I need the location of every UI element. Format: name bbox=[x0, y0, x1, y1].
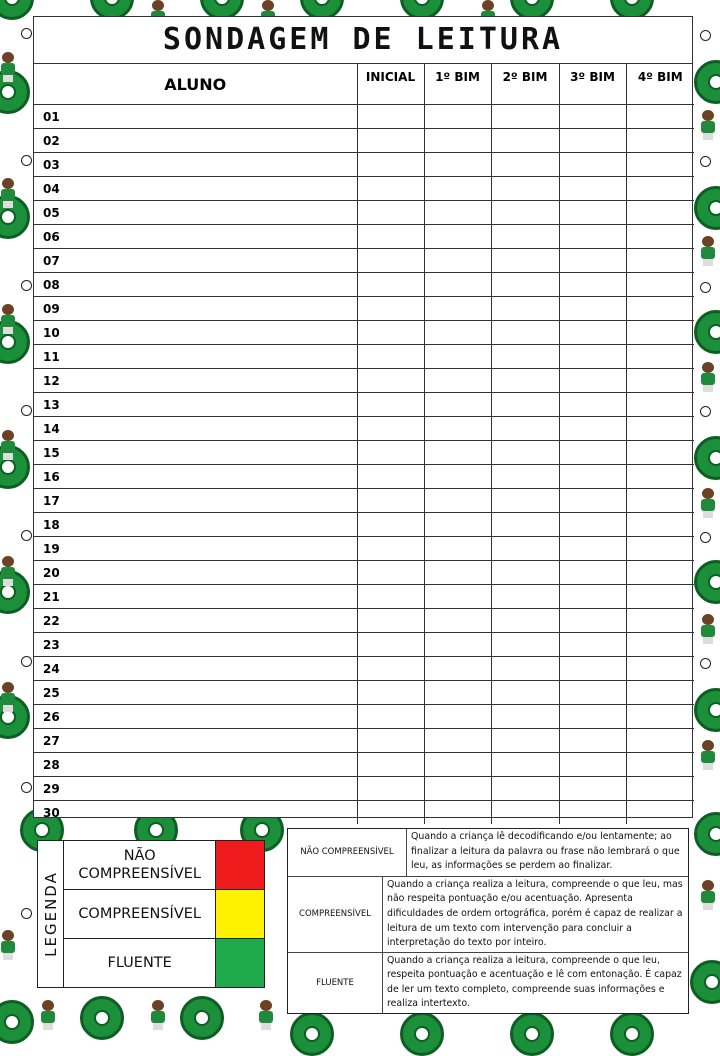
student-cell[interactable]: 02 bbox=[34, 129, 357, 153]
grade-cell[interactable] bbox=[626, 489, 694, 513]
grade-cell[interactable] bbox=[424, 729, 491, 753]
grade-cell[interactable] bbox=[424, 489, 491, 513]
grade-cell[interactable] bbox=[357, 585, 424, 609]
grade-cell[interactable] bbox=[491, 561, 559, 585]
grade-cell[interactable] bbox=[559, 417, 626, 441]
grade-cell[interactable] bbox=[491, 777, 559, 801]
grade-cell[interactable] bbox=[559, 201, 626, 225]
grade-cell[interactable] bbox=[424, 441, 491, 465]
table-row bbox=[34, 705, 694, 729]
player-figure-icon bbox=[0, 556, 16, 586]
table-row bbox=[34, 513, 694, 537]
grade-cell[interactable] bbox=[357, 225, 424, 249]
grade-cell[interactable] bbox=[626, 201, 694, 225]
grade-cell[interactable] bbox=[424, 801, 491, 825]
grade-cell[interactable] bbox=[559, 225, 626, 249]
grade-cell[interactable] bbox=[559, 153, 626, 177]
soccer-ball-icon bbox=[700, 282, 711, 293]
grade-cell[interactable] bbox=[626, 129, 694, 153]
table-row bbox=[34, 537, 694, 561]
grade-cell[interactable] bbox=[357, 465, 424, 489]
grade-cell[interactable] bbox=[559, 393, 626, 417]
grade-cell[interactable] bbox=[424, 633, 491, 657]
legend-item bbox=[64, 939, 264, 987]
grade-cell[interactable] bbox=[357, 729, 424, 753]
student-cell[interactable]: 30 bbox=[34, 801, 357, 825]
grade-cell[interactable] bbox=[491, 249, 559, 273]
student-cell[interactable]: 19 bbox=[34, 537, 357, 561]
table-row bbox=[34, 465, 694, 489]
table-row bbox=[34, 417, 694, 441]
legend-swatch-red bbox=[216, 841, 264, 889]
grade-cell[interactable] bbox=[559, 441, 626, 465]
grade-cell[interactable] bbox=[626, 729, 694, 753]
grade-cell[interactable] bbox=[559, 513, 626, 537]
grade-cell[interactable] bbox=[491, 585, 559, 609]
legend-swatch-green bbox=[216, 939, 264, 987]
table-row bbox=[34, 561, 694, 585]
description-row bbox=[288, 953, 688, 1013]
grade-cell[interactable] bbox=[424, 393, 491, 417]
grade-cell[interactable] bbox=[626, 585, 694, 609]
description-table bbox=[287, 828, 689, 1014]
table-row bbox=[34, 729, 694, 753]
grade-cell[interactable] bbox=[559, 129, 626, 153]
page-title: SONDAGEM DE LEITURA bbox=[34, 17, 692, 64]
grade-cell[interactable] bbox=[491, 633, 559, 657]
grade-cell[interactable] bbox=[559, 633, 626, 657]
grade-cell[interactable] bbox=[559, 801, 626, 825]
column-header-2-bim: 2º BIM bbox=[491, 64, 559, 105]
legend-box bbox=[37, 840, 265, 988]
grade-cell[interactable] bbox=[559, 321, 626, 345]
grade-cell[interactable] bbox=[626, 513, 694, 537]
grade-cell[interactable] bbox=[357, 417, 424, 441]
grade-cell[interactable] bbox=[357, 537, 424, 561]
player-figure-icon bbox=[0, 304, 16, 334]
grade-cell[interactable] bbox=[357, 201, 424, 225]
grade-cell[interactable] bbox=[424, 609, 491, 633]
grade-cell[interactable] bbox=[491, 369, 559, 393]
grade-cell[interactable] bbox=[559, 105, 626, 129]
grade-cell[interactable] bbox=[559, 297, 626, 321]
player-figure-icon bbox=[40, 1000, 56, 1030]
grade-cell[interactable] bbox=[626, 705, 694, 729]
grade-cell[interactable] bbox=[357, 273, 424, 297]
student-cell[interactable]: 04 bbox=[34, 177, 357, 201]
table-row bbox=[34, 633, 694, 657]
grade-cell[interactable] bbox=[357, 609, 424, 633]
player-figure-icon bbox=[0, 52, 16, 82]
crest-icon bbox=[694, 186, 720, 230]
grade-cell[interactable] bbox=[626, 801, 694, 825]
grade-cell[interactable] bbox=[424, 249, 491, 273]
student-cell[interactable]: 17 bbox=[34, 489, 357, 513]
grade-cell[interactable] bbox=[491, 153, 559, 177]
grade-cell[interactable] bbox=[626, 609, 694, 633]
description-text: Quando a criança realiza a leitura, compreende o que leu, respeita pontuação e acentuação e lê com entonação. É capaz de ler um texto completo, compreende suas informações e realiza intertexto. bbox=[387, 954, 682, 1010]
grade-cell[interactable] bbox=[357, 489, 424, 513]
grade-cell[interactable] bbox=[357, 177, 424, 201]
soccer-ball-icon bbox=[700, 658, 711, 669]
description-label: NÃO COMPREENSÍVEL bbox=[288, 829, 407, 876]
grade-cell[interactable] bbox=[357, 441, 424, 465]
grade-cell[interactable] bbox=[559, 249, 626, 273]
soccer-ball-icon bbox=[21, 908, 32, 919]
grade-cell[interactable] bbox=[626, 777, 694, 801]
grade-cell[interactable] bbox=[424, 177, 491, 201]
legend-item-label: FLUENTE bbox=[64, 939, 216, 987]
student-cell[interactable]: 26 bbox=[34, 705, 357, 729]
grade-cell[interactable] bbox=[491, 441, 559, 465]
grade-cell[interactable] bbox=[626, 297, 694, 321]
grade-cell[interactable] bbox=[559, 561, 626, 585]
grade-cell[interactable] bbox=[424, 417, 491, 441]
grade-cell[interactable] bbox=[424, 753, 491, 777]
grade-cell[interactable] bbox=[491, 681, 559, 705]
crest-icon bbox=[0, 1000, 34, 1044]
table-row bbox=[34, 753, 694, 777]
grade-cell[interactable] bbox=[559, 729, 626, 753]
student-cell[interactable]: 21 bbox=[34, 585, 357, 609]
crest-icon bbox=[610, 1012, 654, 1056]
student-cell[interactable]: 06 bbox=[34, 225, 357, 249]
crest-icon bbox=[180, 996, 224, 1040]
student-cell[interactable]: 11 bbox=[34, 345, 357, 369]
player-figure-icon bbox=[258, 1000, 274, 1030]
grade-cell[interactable] bbox=[491, 801, 559, 825]
legend-title bbox=[38, 841, 64, 987]
student-cell[interactable]: 05 bbox=[34, 201, 357, 225]
table-row bbox=[34, 273, 694, 297]
grade-cell[interactable] bbox=[491, 177, 559, 201]
grade-cell[interactable] bbox=[357, 561, 424, 585]
student-cell[interactable]: 15 bbox=[34, 441, 357, 465]
column-header-3-bim: 3º BIM bbox=[559, 64, 626, 105]
player-figure-icon bbox=[0, 930, 16, 960]
crest-icon bbox=[80, 996, 124, 1040]
grade-cell[interactable] bbox=[357, 321, 424, 345]
grade-cell[interactable] bbox=[424, 705, 491, 729]
grade-cell[interactable] bbox=[424, 297, 491, 321]
grade-cell[interactable] bbox=[559, 489, 626, 513]
grade-cell[interactable] bbox=[626, 249, 694, 273]
grade-cell[interactable] bbox=[357, 153, 424, 177]
grade-cell[interactable] bbox=[559, 465, 626, 489]
crest-icon bbox=[694, 436, 720, 480]
grade-cell[interactable] bbox=[626, 417, 694, 441]
grade-cell[interactable] bbox=[626, 441, 694, 465]
player-figure-icon bbox=[700, 362, 716, 392]
grade-cell[interactable] bbox=[626, 321, 694, 345]
student-cell[interactable]: 08 bbox=[34, 273, 357, 297]
grade-cell[interactable] bbox=[424, 273, 491, 297]
grade-cell[interactable] bbox=[626, 465, 694, 489]
table-row bbox=[34, 201, 694, 225]
grade-cell[interactable] bbox=[491, 513, 559, 537]
grade-cell[interactable] bbox=[491, 465, 559, 489]
grade-cell[interactable] bbox=[491, 345, 559, 369]
grade-cell[interactable] bbox=[357, 801, 424, 825]
legend-item-label: COMPREENSÍVEL bbox=[64, 890, 216, 938]
column-header-aluno: ALUNO bbox=[34, 64, 357, 105]
table-row bbox=[34, 393, 694, 417]
grade-cell[interactable] bbox=[491, 201, 559, 225]
grade-cell[interactable] bbox=[626, 753, 694, 777]
table-row bbox=[34, 489, 694, 513]
student-cell[interactable]: 07 bbox=[34, 249, 357, 273]
grade-cell[interactable] bbox=[626, 105, 694, 129]
grade-cell[interactable] bbox=[559, 273, 626, 297]
grade-cell[interactable] bbox=[357, 657, 424, 681]
grade-cell[interactable] bbox=[357, 369, 424, 393]
grade-cell[interactable] bbox=[626, 393, 694, 417]
table-row bbox=[34, 657, 694, 681]
description-label: FLUENTE bbox=[288, 953, 383, 1013]
grade-cell[interactable] bbox=[491, 105, 559, 129]
grade-cell[interactable] bbox=[357, 105, 424, 129]
grade-cell[interactable] bbox=[626, 177, 694, 201]
student-cell[interactable]: 13 bbox=[34, 393, 357, 417]
student-cell[interactable]: 29 bbox=[34, 777, 357, 801]
grade-cell[interactable] bbox=[491, 705, 559, 729]
column-header-1-bim: 1º BIM bbox=[424, 64, 491, 105]
table-row bbox=[34, 777, 694, 801]
grade-cell[interactable] bbox=[424, 225, 491, 249]
table-header-row bbox=[34, 64, 694, 105]
grade-cell[interactable] bbox=[626, 345, 694, 369]
grade-cell[interactable] bbox=[357, 777, 424, 801]
student-cell[interactable]: 16 bbox=[34, 465, 357, 489]
grade-cell[interactable] bbox=[491, 537, 559, 561]
student-cell[interactable]: 27 bbox=[34, 729, 357, 753]
crest-icon bbox=[690, 960, 720, 1004]
description-text: Quando a criança lê decodificando e/ou lentamente; ao finalizar a leitura da palavra ou frase não lembrará o que leu, as informações se perdem ao finalizar. bbox=[411, 831, 680, 872]
player-figure-icon bbox=[700, 488, 716, 518]
grade-cell[interactable] bbox=[424, 561, 491, 585]
grade-cell[interactable] bbox=[491, 609, 559, 633]
grade-cell[interactable] bbox=[491, 417, 559, 441]
student-cell[interactable]: 28 bbox=[34, 753, 357, 777]
column-header-4-bim: 4º BIM bbox=[626, 64, 694, 105]
table-row bbox=[34, 369, 694, 393]
grade-cell[interactable] bbox=[626, 153, 694, 177]
grade-cell[interactable] bbox=[626, 225, 694, 249]
grade-cell[interactable] bbox=[559, 609, 626, 633]
grade-cell[interactable] bbox=[626, 561, 694, 585]
soccer-ball-icon bbox=[21, 656, 32, 667]
grade-cell[interactable] bbox=[626, 537, 694, 561]
grade-cell[interactable] bbox=[357, 753, 424, 777]
grade-cell[interactable] bbox=[424, 345, 491, 369]
student-cell[interactable]: 10 bbox=[34, 321, 357, 345]
crest-icon bbox=[694, 560, 720, 604]
grade-cell[interactable] bbox=[424, 105, 491, 129]
player-figure-icon bbox=[0, 682, 16, 712]
grade-cell[interactable] bbox=[491, 657, 559, 681]
grade-cell[interactable] bbox=[357, 705, 424, 729]
student-cell[interactable]: 03 bbox=[34, 153, 357, 177]
grade-cell[interactable] bbox=[424, 513, 491, 537]
student-cell[interactable]: 23 bbox=[34, 633, 357, 657]
player-figure-icon bbox=[700, 740, 716, 770]
crest-icon bbox=[694, 688, 720, 732]
grade-cell[interactable] bbox=[424, 153, 491, 177]
soccer-ball-icon bbox=[700, 406, 711, 417]
table-body bbox=[34, 105, 694, 825]
grade-cell[interactable] bbox=[626, 273, 694, 297]
table-row bbox=[34, 345, 694, 369]
grade-cell[interactable] bbox=[424, 681, 491, 705]
description-row bbox=[288, 829, 688, 877]
table-row bbox=[34, 321, 694, 345]
table-row bbox=[34, 153, 694, 177]
grade-cell[interactable] bbox=[626, 633, 694, 657]
table-row bbox=[34, 441, 694, 465]
player-figure-icon bbox=[150, 1000, 166, 1030]
grade-cell[interactable] bbox=[357, 129, 424, 153]
table-row bbox=[34, 225, 694, 249]
soccer-ball-icon bbox=[21, 782, 32, 793]
player-figure-icon bbox=[0, 178, 16, 208]
description-row bbox=[288, 877, 688, 953]
crest-icon bbox=[400, 1012, 444, 1056]
reading-survey-sheet bbox=[33, 16, 693, 818]
legend-swatch-yellow bbox=[216, 890, 264, 938]
grade-cell[interactable] bbox=[559, 705, 626, 729]
grade-cell[interactable] bbox=[559, 345, 626, 369]
legend-item bbox=[64, 890, 264, 939]
player-figure-icon bbox=[700, 614, 716, 644]
table-row bbox=[34, 105, 694, 129]
grade-cell[interactable] bbox=[424, 777, 491, 801]
grade-cell[interactable] bbox=[357, 297, 424, 321]
grade-cell[interactable] bbox=[491, 393, 559, 417]
grade-cell[interactable] bbox=[357, 681, 424, 705]
table-row bbox=[34, 681, 694, 705]
table-row bbox=[34, 177, 694, 201]
grade-cell[interactable] bbox=[559, 753, 626, 777]
grade-cell[interactable] bbox=[559, 537, 626, 561]
soccer-ball-icon bbox=[21, 155, 32, 166]
crest-icon bbox=[290, 1012, 334, 1056]
legend-item bbox=[64, 841, 264, 890]
student-cell[interactable]: 09 bbox=[34, 297, 357, 321]
legend-item-label: NÃO COMPREENSÍVEL bbox=[64, 841, 216, 889]
grade-cell[interactable] bbox=[491, 729, 559, 753]
crest-icon bbox=[694, 310, 720, 354]
table-row bbox=[34, 609, 694, 633]
description-text: Quando a criança realiza a leitura, compreende o que leu, mas não respeita pontuação e/ou acentuação. Apresenta dificuldades de ordem ortográfica, porém é capaz de realizar a leitura de um texto com intervenção para concluir a interpretação do texto por inteiro. bbox=[387, 878, 683, 949]
grade-cell[interactable] bbox=[491, 321, 559, 345]
grade-cell[interactable] bbox=[424, 585, 491, 609]
grade-cell[interactable] bbox=[559, 681, 626, 705]
grade-cell[interactable] bbox=[491, 753, 559, 777]
description-label: COMPREENSÍVEL bbox=[288, 877, 383, 952]
student-cell[interactable]: 20 bbox=[34, 561, 357, 585]
grade-cell[interactable] bbox=[357, 249, 424, 273]
table-row bbox=[34, 297, 694, 321]
grade-cell[interactable] bbox=[424, 321, 491, 345]
grade-cell[interactable] bbox=[491, 273, 559, 297]
table-row bbox=[34, 585, 694, 609]
soccer-ball-icon bbox=[700, 532, 711, 543]
grade-cell[interactable] bbox=[424, 657, 491, 681]
student-cell[interactable]: 22 bbox=[34, 609, 357, 633]
crest-icon bbox=[694, 812, 720, 856]
grade-cell[interactable] bbox=[626, 657, 694, 681]
table-row bbox=[34, 801, 694, 825]
grade-cell[interactable] bbox=[424, 201, 491, 225]
grade-cell[interactable] bbox=[424, 129, 491, 153]
grade-cell[interactable] bbox=[559, 777, 626, 801]
player-figure-icon bbox=[700, 110, 716, 140]
soccer-ball-icon bbox=[21, 280, 32, 291]
soccer-ball-icon bbox=[700, 156, 711, 167]
player-figure-icon bbox=[0, 430, 16, 460]
legend-title-text: LEGENDA bbox=[41, 871, 60, 957]
student-cell[interactable]: 18 bbox=[34, 513, 357, 537]
player-figure-icon bbox=[700, 880, 716, 910]
grade-cell[interactable] bbox=[491, 129, 559, 153]
column-header-inicial: INICIAL bbox=[357, 64, 424, 105]
student-cell[interactable]: 14 bbox=[34, 417, 357, 441]
student-cell[interactable]: 01 bbox=[34, 105, 357, 129]
grade-cell[interactable] bbox=[357, 513, 424, 537]
crest-icon bbox=[694, 60, 720, 104]
grade-cell[interactable] bbox=[626, 369, 694, 393]
soccer-ball-icon bbox=[21, 530, 32, 541]
grade-cell[interactable] bbox=[559, 177, 626, 201]
table-row bbox=[34, 249, 694, 273]
grade-cell[interactable] bbox=[357, 393, 424, 417]
grade-cell[interactable] bbox=[559, 585, 626, 609]
grade-cell[interactable] bbox=[491, 225, 559, 249]
soccer-ball-icon bbox=[21, 405, 32, 416]
soccer-ball-icon bbox=[700, 30, 711, 41]
grade-cell[interactable] bbox=[424, 537, 491, 561]
player-figure-icon bbox=[700, 236, 716, 266]
crest-icon bbox=[510, 1012, 554, 1056]
grade-cell[interactable] bbox=[559, 657, 626, 681]
grade-cell[interactable] bbox=[626, 681, 694, 705]
grade-cell[interactable] bbox=[491, 297, 559, 321]
table-row bbox=[34, 129, 694, 153]
student-cell[interactable]: 24 bbox=[34, 657, 357, 681]
student-table bbox=[34, 64, 694, 824]
legend-rows bbox=[64, 841, 264, 987]
student-cell[interactable]: 12 bbox=[34, 369, 357, 393]
crest-icon bbox=[0, 0, 34, 20]
grade-cell[interactable] bbox=[559, 369, 626, 393]
grade-cell[interactable] bbox=[357, 345, 424, 369]
grade-cell[interactable] bbox=[424, 369, 491, 393]
student-cell[interactable]: 25 bbox=[34, 681, 357, 705]
soccer-ball-icon bbox=[21, 28, 32, 39]
grade-cell[interactable] bbox=[357, 633, 424, 657]
grade-cell[interactable] bbox=[491, 489, 559, 513]
grade-cell[interactable] bbox=[424, 465, 491, 489]
